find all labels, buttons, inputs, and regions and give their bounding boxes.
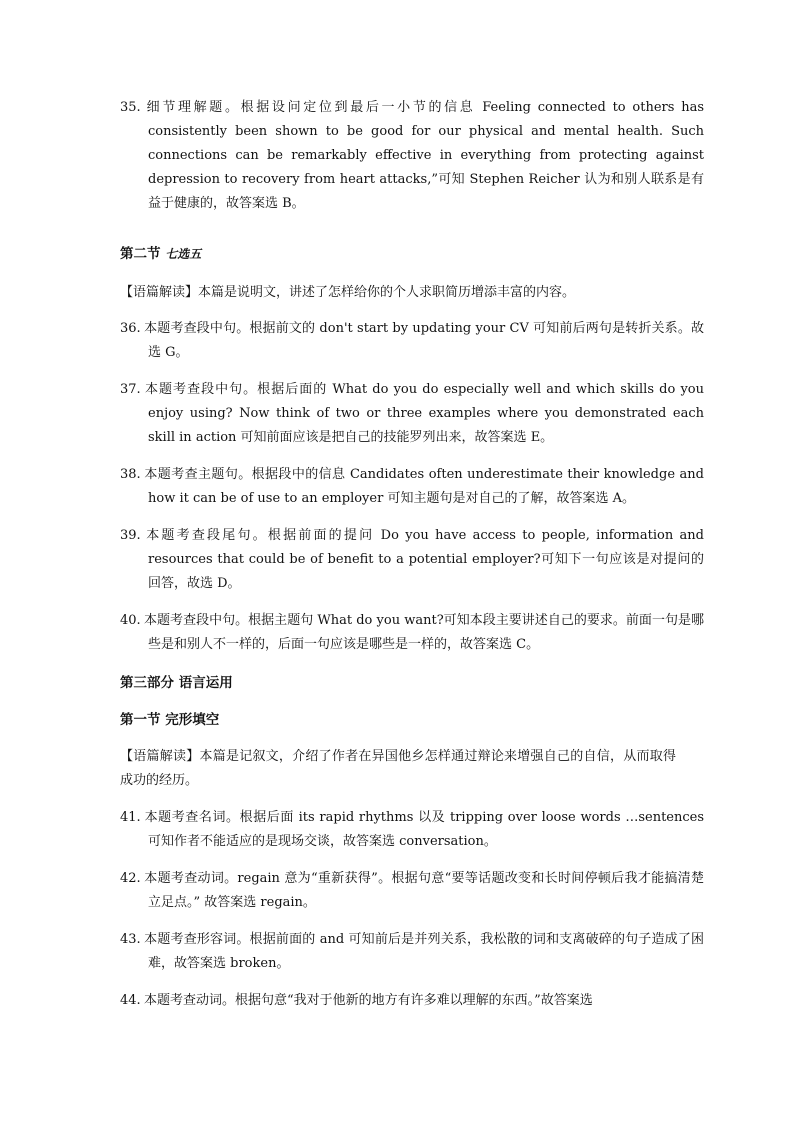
answer-44 [120, 989, 704, 1013]
item-number: 39. [120, 528, 141, 543]
answer-35 [120, 96, 704, 216]
item-number: 44. [120, 993, 141, 1008]
item-number: 36. [120, 321, 141, 336]
part-title: 第三部分 语言运用 [120, 675, 233, 691]
answer-36 [120, 317, 704, 365]
item-text: 本题考查名词。根据后面 its rapid rhythms 以及 tripping over loose words …sentences 可知作者不能适应的是现场交谈，故答案选 conversation。 [144, 810, 704, 849]
item-text: 本题考查段中句。根据前文的 don't start by updating your CV 可知前后两句是转折关系。故选 G。 [144, 321, 704, 360]
item-text: 本题考查主题句。根据段中的信息 Candidates often underestimate their knowledge and how it can be of use to an employer 可知主题句是对自己的了解，故答案选 A。 [144, 467, 704, 506]
passage-summary-2 [120, 745, 676, 793]
item-text: 细节理解题。根据设问定位到最后一小节的信息 Feeling connected to others has consistently been shown to be good for our physical and mental health. Such connections can be remarkably effective in everything from protecting against depression to recovery from heart attacks,”可知 Stephen Reicher 认为和别人联系是有益于健康的，故答案选 B。 [144, 100, 704, 211]
answer-39 [120, 524, 704, 596]
item-number: 41. [120, 810, 141, 825]
item-number: 35. [120, 100, 141, 115]
item-number: 40. [120, 613, 141, 628]
item-text: 本题考查段中句。根据后面的 What do you do especially well and which skills do you enjoy using? Now think of two or three examples where you demonstrated each skill in action 可知前面应该是把自己的技能罗列出来，故答案选 E。 [144, 382, 704, 445]
section-title: 第二节 [120, 246, 161, 262]
summary-text: 本篇是记叙文，介绍了作者在异国他乡怎样通过辩论来增强自己的自信，从而取得成功的经历。 [120, 749, 676, 788]
answer-40 [120, 609, 704, 657]
answer-41 [120, 806, 704, 854]
answer-43 [120, 928, 704, 976]
answer-38 [120, 463, 704, 511]
item-number: 38. [120, 467, 141, 482]
summary-tag: 【语篇解读】 [120, 749, 200, 764]
item-number: 37. [120, 382, 141, 397]
answer-42 [120, 867, 704, 915]
section-title: 第一节 完形填空 [120, 712, 220, 728]
summary-tag: 【语篇解读】 [120, 285, 199, 300]
passage-summary-1 [120, 281, 676, 305]
section-1-heading [120, 708, 676, 732]
item-text: 本题考查形容词。根据前面的 and 可知前后是并列关系，我松散的词和支离破碎的句子造成了困难，故答案选 broken。 [144, 932, 704, 971]
part-3-heading [120, 671, 676, 695]
item-number: 43. [120, 932, 141, 947]
section-2-heading [120, 242, 676, 266]
item-text: 本题考查动词。根据句意“我对于他新的地方有许多难以理解的东西。”故答案选 [144, 993, 593, 1008]
summary-text: 本篇是说明文，讲述了怎样给你的个人求职简历增添丰富的内容。 [198, 285, 576, 300]
item-text: 本题考查段中句。根据主题句 What do you want?可知本段主要讲述自己的要求。前面一句是哪些是和别人不一样的，后面一句应该是哪些是一样的，故答案选 C。 [144, 613, 704, 652]
section-subtitle: 七选五 [165, 247, 202, 261]
item-text: 本题考查段尾句。根据前面的提问 Do you have access to people, information and resources that could be of benefit to a potential employer?可知下一句应该是对提问的回答，故选 D。 [144, 528, 704, 591]
item-number: 42. [120, 871, 141, 886]
item-text: 本题考查动词。regain 意为“重新获得”。根据句意“要等话题改变和长时间停顿后我才能搞清楚立足点。” 故答案选 regain。 [144, 871, 704, 910]
answer-37 [120, 378, 704, 450]
